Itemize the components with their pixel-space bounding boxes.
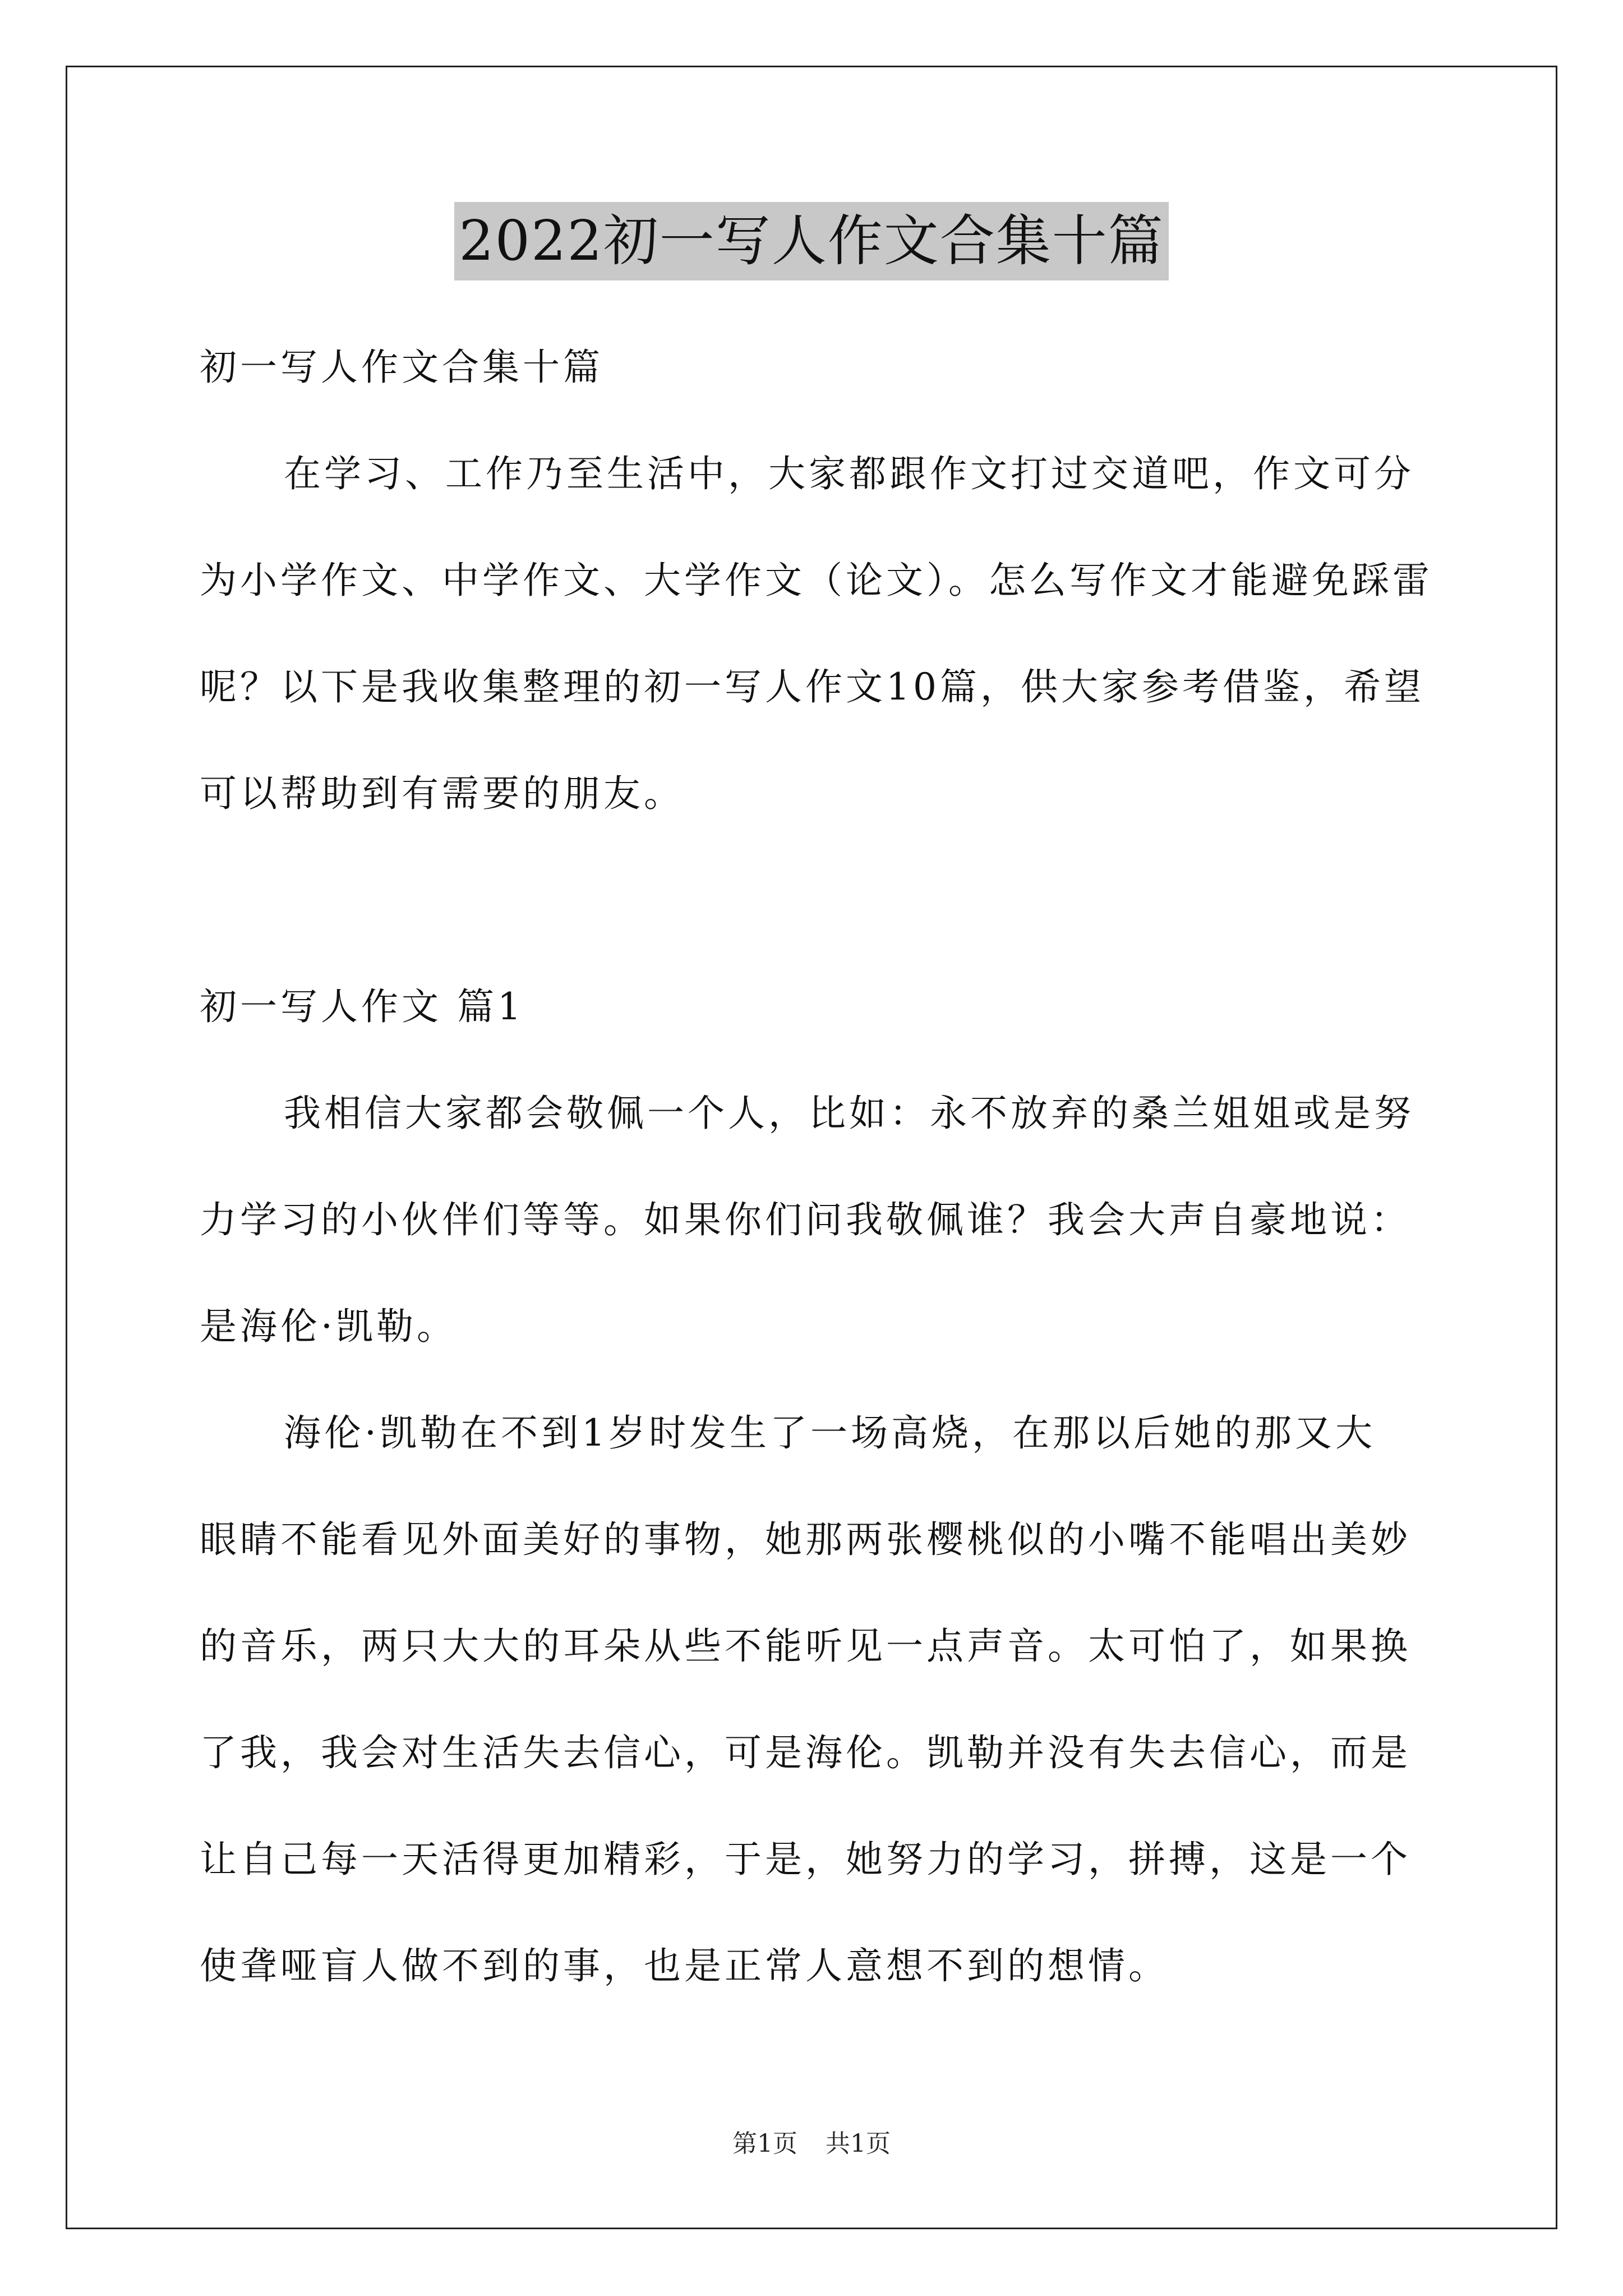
paragraph-line: 力学习的小伙伴们等等。如果你们问我敬佩谁？我会大声自豪地说： [200, 1198, 1411, 1241]
intro-line: 在学习、工作乃至生活中，大家都跟作文打过交道吧，作文可分 [284, 452, 1414, 495]
paragraph-line: 眼睛不能看见外面美好的事物，她那两张樱桃似的小嘴不能唱出美妙 [200, 1518, 1411, 1561]
page-number: 第1页 [732, 2129, 797, 2158]
paragraph-line: 让自己每一天活得更加精彩，于是，她努力的学习，拼搏，这是一个 [200, 1838, 1411, 1881]
blank-line [200, 847, 1426, 954]
intro-line: 呢？以下是我收集整理的初一写人作文10篇，供大家参考借鉴，希望 [200, 665, 1424, 708]
paragraph-line: 是海伦·凯勒。 [200, 1305, 457, 1348]
paragraph-line: 使聋哑盲人做不到的事，也是正常人意想不到的想情。 [200, 1944, 1169, 1987]
intro-line: 为小学作文、中学作文、大学作文（论文）。怎么写作文才能避免踩雷 [200, 559, 1433, 602]
paragraph-line: 我相信大家都会敬佩一个人，比如：永不放弃的桑兰姐姐或是努 [284, 1092, 1414, 1135]
title-area [0, 202, 1623, 280]
document-body [200, 314, 1433, 2019]
section-heading: 初一写人作文 篇1 [200, 985, 524, 1028]
paragraph-line: 海伦·凯勒在不到1岁时发生了一场高烧，在那以后她的那又大 [284, 1411, 1376, 1455]
document-subtitle: 初一写人作文合集十篇 [200, 346, 603, 389]
page-total: 共1页 [826, 2129, 891, 2158]
paragraph-line: 了我，我会对生活失去信心，可是海伦。凯勒并没有失去信心，而是 [200, 1731, 1411, 1774]
document-title: 2022初一写人作文合集十篇 [454, 202, 1168, 280]
paragraph-line: 的音乐，两只大大的耳朵从些不能听见一点声音。太可怕了，如果换 [200, 1625, 1411, 1668]
page-footer [0, 2127, 1623, 2161]
intro-line: 可以帮助到有需要的朋友。 [200, 772, 684, 815]
